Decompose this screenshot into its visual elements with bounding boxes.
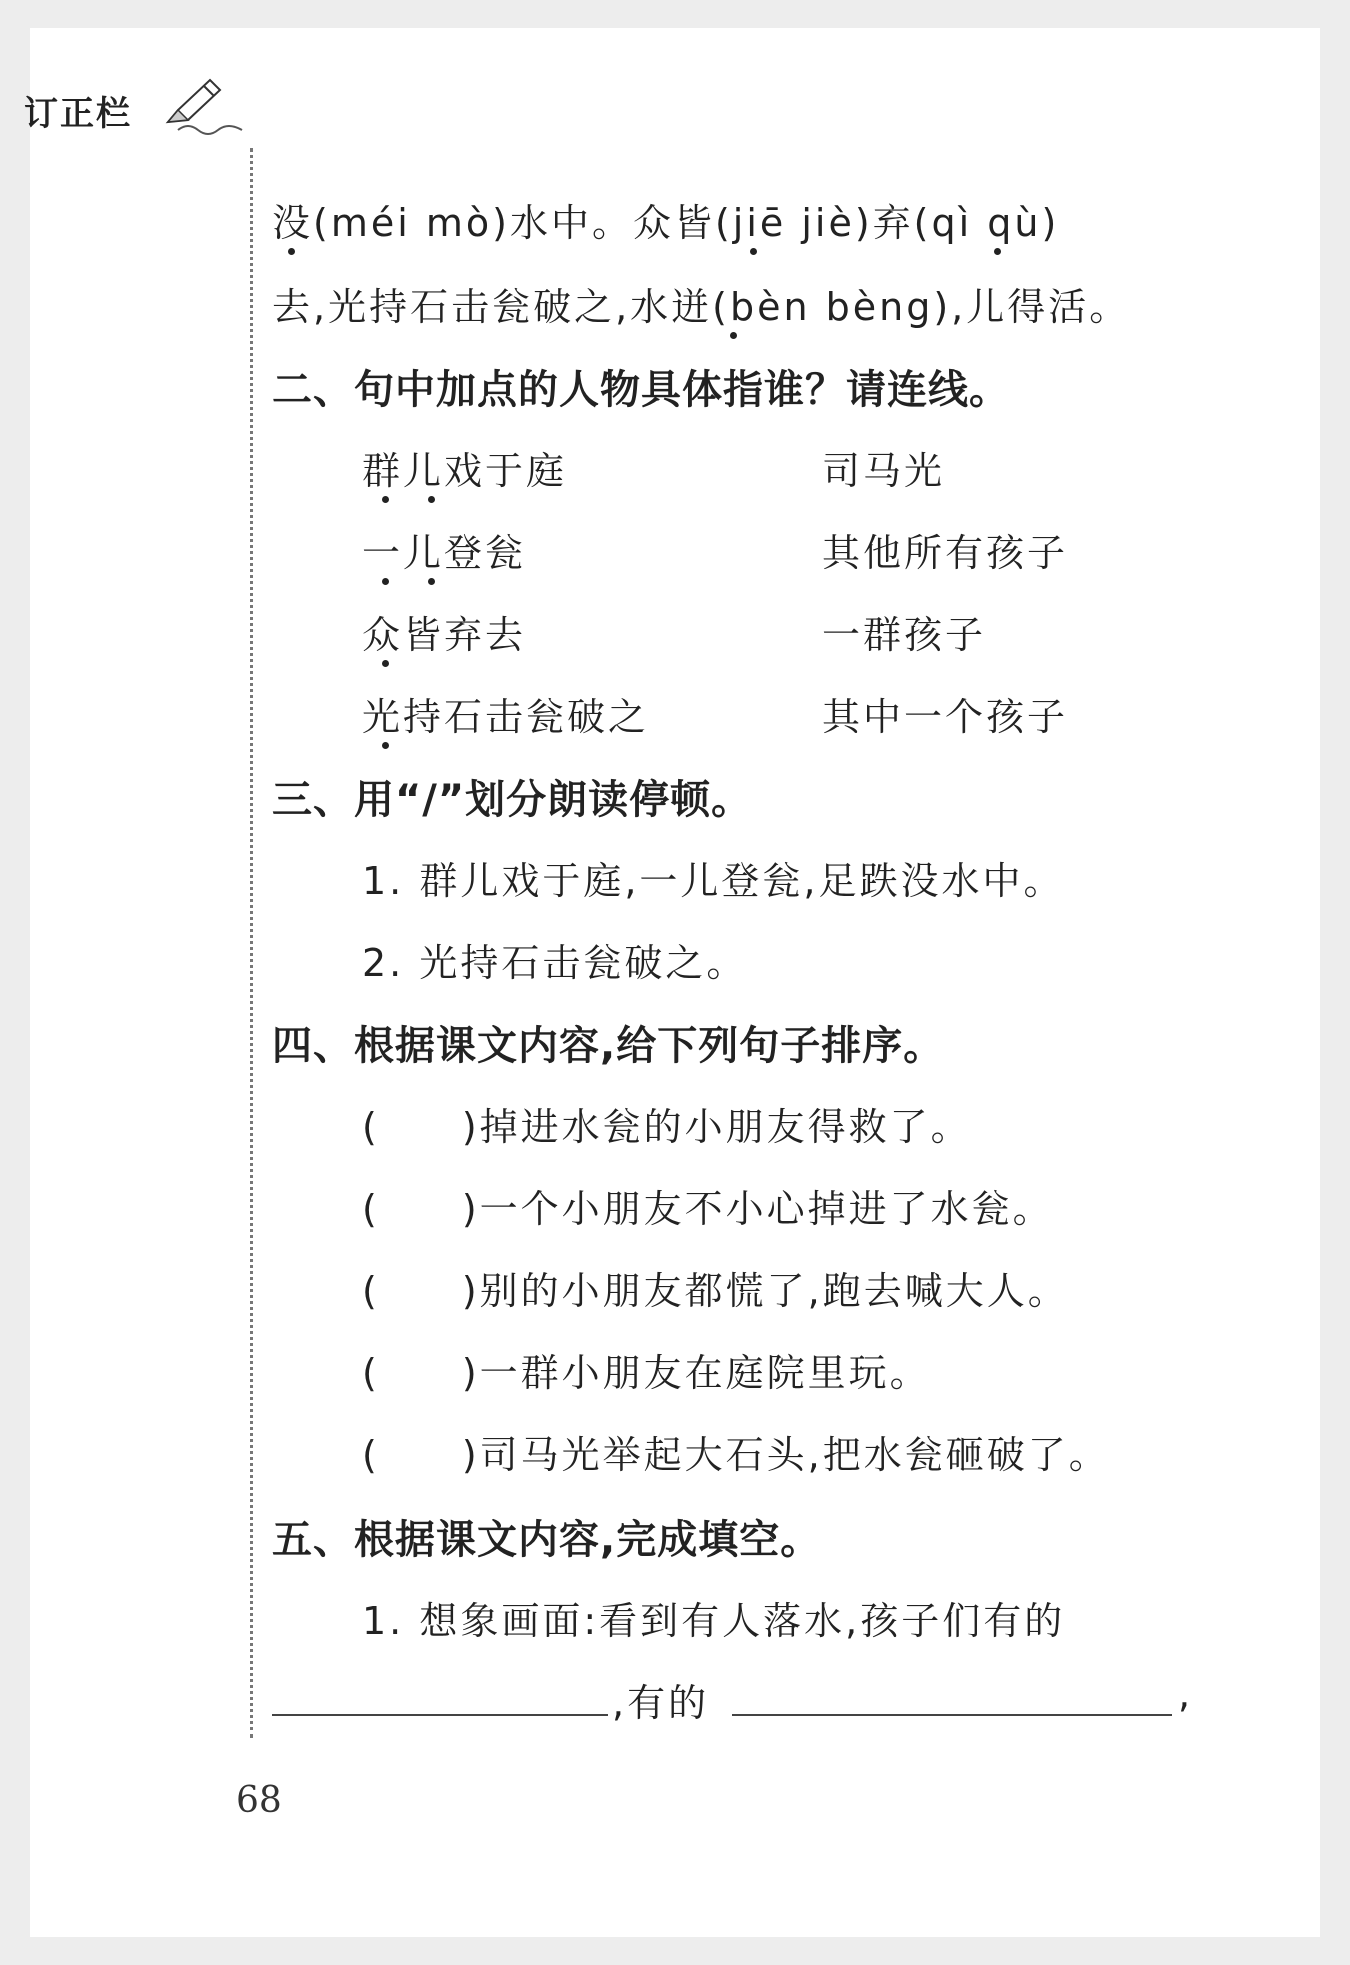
section-5-heading: 五、根据课文内容,完成填空。 bbox=[272, 1517, 822, 1563]
correction-column-title: 订正栏 bbox=[24, 94, 132, 134]
pencil-icon bbox=[158, 72, 244, 136]
order-item-3[interactable]: ( )别的小朋友都慌了,跑去喊大人。 bbox=[362, 1269, 1069, 1313]
fill-blank-1[interactable] bbox=[272, 1714, 608, 1716]
section-3-heading: 三、用“/”划分朗读停顿。 bbox=[272, 777, 753, 823]
emphasis-dot bbox=[428, 578, 435, 585]
section-4-heading: 四、根据课文内容,给下列句子排序。 bbox=[272, 1023, 945, 1069]
emphasis-dot bbox=[730, 332, 737, 339]
margin-divider bbox=[250, 148, 253, 1738]
fill-connector: ,有的 bbox=[612, 1681, 710, 1725]
fill-end-comma: , bbox=[1178, 1672, 1194, 1716]
match-left-3[interactable]: 众皆弃去 bbox=[362, 613, 527, 657]
emphasis-dot bbox=[382, 742, 389, 749]
emphasis-dot bbox=[288, 248, 295, 255]
match-left-2[interactable]: 一儿登瓮 bbox=[362, 531, 527, 575]
pause-item-1[interactable]: 1. 群儿戏于庭,一儿登瓮,足跌没水中。 bbox=[362, 859, 1065, 903]
emphasis-dot bbox=[750, 248, 757, 255]
order-item-1[interactable]: ( )掉进水瓮的小朋友得救了。 bbox=[362, 1105, 972, 1149]
order-item-2[interactable]: ( )一个小朋友不小心掉进了水瓮。 bbox=[362, 1187, 1054, 1231]
match-left-1[interactable]: 群儿戏于庭 bbox=[362, 449, 568, 493]
emphasis-dot bbox=[994, 248, 1001, 255]
order-item-5[interactable]: ( )司马光举起大石头,把水瓮砸破了。 bbox=[362, 1433, 1110, 1477]
emphasis-dot bbox=[382, 660, 389, 667]
emphasis-dot bbox=[382, 578, 389, 585]
page-number: 68 bbox=[236, 1780, 282, 1821]
fill-blank-2[interactable] bbox=[732, 1714, 1172, 1716]
match-right-3[interactable]: 一群孩子 bbox=[822, 613, 987, 657]
match-right-1[interactable]: 司马光 bbox=[822, 449, 946, 493]
emphasis-dot bbox=[382, 496, 389, 503]
pause-item-2[interactable]: 2. 光持石击瓮破之。 bbox=[362, 941, 748, 985]
emphasis-dot bbox=[428, 496, 435, 503]
match-left-4[interactable]: 光持石击瓮破之 bbox=[362, 695, 650, 739]
section-2-heading: 二、句中加点的人物具体指谁？请连线。 bbox=[272, 367, 1010, 413]
order-item-4[interactable]: ( )一群小朋友在庭院里玩。 bbox=[362, 1351, 931, 1395]
fill-item-1: 1. 想象画面:看到有人落水,孩子们有的 bbox=[362, 1599, 1066, 1643]
match-right-2[interactable]: 其他所有孩子 bbox=[822, 531, 1069, 575]
intro-line-1: 没(méi mò)水中。众皆(jiē jiè)弃(qì qù) bbox=[272, 201, 1060, 245]
intro-line-2: 去,光持石击瓮破之,水迸(bèn bèng),儿得活。 bbox=[272, 285, 1131, 329]
match-right-4[interactable]: 其中一个孩子 bbox=[822, 695, 1069, 739]
